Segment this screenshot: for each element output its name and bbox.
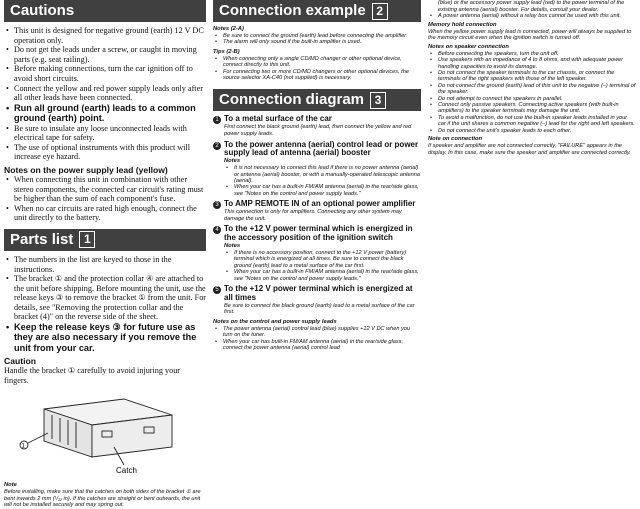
bracket-illustration xyxy=(4,385,204,477)
memory-hold-text: When the yellow power supply lead is connected, power will always be supplied to the memory circuit even when the ignition switch is turned off. xyxy=(428,28,632,42)
parts-bold-item: • Keep the release keys ③ for future use as they are also necessary if you remove the unit from your car. xyxy=(14,322,206,353)
speaker-note: • Do not connect the unit's speaker leads to each other. xyxy=(438,128,636,134)
connection-step xyxy=(213,225,421,243)
speaker-note: • To avoid a malfunction, do not use the built-in speaker leads installed in your car if the unit shares a common negative (–) lead for the right and left speakers. xyxy=(438,115,636,128)
power-lead-note: • When connecting this unit in combination with other stereo components, the connected car circuit's rating must be higher than the sum of each component's fuse. xyxy=(14,175,206,204)
connection-step xyxy=(213,285,421,303)
parts-list-title: Parts list xyxy=(10,230,74,248)
continued-item: • A power antenna (aerial) without a relay box cannot be used with this unit. xyxy=(438,13,636,19)
connection-steps xyxy=(213,115,421,315)
lead-note: • The power antenna (aerial) control lead (blue) supplies +12 V DC when you turn on the tuner. xyxy=(223,326,421,339)
caution-text: Handle the bracket ① carefully to avoid injuring your fingers. xyxy=(4,366,181,385)
step-number-badge: 3 xyxy=(213,201,221,209)
speaker-note: • Do not connect the speaker terminals to the car chassis, or connect the terminals of the right speakers with those of the left speaker. xyxy=(438,70,636,83)
connection-diagram-banner xyxy=(213,89,421,111)
figure-callout-1: 1 xyxy=(21,443,25,450)
speaker-note: • Before connecting the speakers, turn the unit off. xyxy=(438,51,636,57)
step-note: • It is not necessary to connect this lead if there is no power antenna (aerial) or antenna (aerial) booster, or with a manually-operated telescopic antenna (aerial). xyxy=(234,165,421,184)
connection-step xyxy=(213,200,421,209)
speaker-note: • Connect only passive speakers. Connecting active speakers (with built-in amplifiers) to the speaker terminals may damage the unit. xyxy=(438,102,636,115)
note-item: • Be sure to connect the ground (earth) lead before connecting the amplifier. xyxy=(223,33,421,39)
parts-list-banner xyxy=(4,229,206,251)
continued-text: (blue) or the accessory power supply lead (red) to the power terminal of the existing antenna (aerial) booster. For details, consult your dealer. xyxy=(438,0,625,13)
note-item: • The alarm will only sound if the built-in amplifier is used. xyxy=(223,39,421,45)
step-title: To the +12 V power terminal which is energized at all times xyxy=(224,284,413,302)
step-title: To AMP REMOTE IN of an optional power amplifier xyxy=(224,199,416,209)
connection-step xyxy=(213,141,421,159)
power-lead-note: • When no car circuits are rated high enough, connect the unit directly to the battery. xyxy=(14,204,206,223)
memory-hold-heading: Memory hold connection xyxy=(428,21,497,28)
power-lead-notes-heading: Notes on the power supply lead (yellow) xyxy=(4,164,168,175)
step-notes-heading: Notes xyxy=(224,158,241,165)
step-number-badge: 4 xyxy=(213,226,221,234)
speaker-notes-list xyxy=(428,51,636,134)
install-note-heading: Note xyxy=(4,482,17,489)
notes-2a-heading: Notes (2-A) xyxy=(213,26,244,32)
caution-item: • Before making connections, turn the car ignition off to avoid short circuits. xyxy=(14,64,206,83)
step-notes-list xyxy=(224,165,421,197)
connection-step xyxy=(213,115,421,124)
connection-diagram-title: Connection diagram xyxy=(219,91,365,109)
lead-note: • When your car has built-in FM/AM antenna (aerial) in the rear/side glass, connect the power antenna (aerial) control lead xyxy=(223,339,421,352)
continued-list xyxy=(428,13,636,19)
step-number-badge: 1 xyxy=(213,116,221,124)
parts-item: • The numbers in the list are keyed to those in the instructions. xyxy=(14,255,206,274)
column-left xyxy=(4,0,206,509)
speaker-note: • Do not attempt to connect the speakers in parallel. xyxy=(438,96,636,102)
caution-item: • Run all ground (earth) leads to a common ground (earth) point. xyxy=(14,103,206,124)
step-notes-list xyxy=(224,250,421,282)
step-body: This connection is only for amplifiers. Connecting any other system may damage the unit. xyxy=(224,209,402,222)
step-title: To a metal surface of the car xyxy=(224,114,332,124)
tip-item: • For connecting two or more CD/MD changers or other optional devices, the source selector XA-C40 (not supplied) is necessary. xyxy=(223,69,421,82)
caution-item: • Be sure to insulate any loose unconnected leads with electrical tape for safety. xyxy=(14,124,206,143)
connection-example-banner xyxy=(213,0,421,22)
step-number-badge: 2 xyxy=(213,142,221,150)
step-note: • When your car has a built-in FM/AM antenna (aerial) in the rear/side glass, see "Notes on the control and power supply leads." xyxy=(234,184,421,197)
section-number-badge: 2 xyxy=(372,3,388,20)
connection-note-heading: Note on connection xyxy=(428,136,483,143)
install-note-text: Before installing, make sure that the catches on both sides of the bracket ① are bent inwards 2 mm (¹/₁₂ in). If the catches are straight or bent outwards, the unit will not be installed securely and may spring out. xyxy=(4,489,201,509)
cautions-banner xyxy=(4,0,206,22)
tips-2b-list xyxy=(213,56,421,82)
step-note: • If there is no accessory position, connect to the +12 V power (battery) terminal which is energized at all times. Be sure to connect the black ground (earth) lead to a metal surface of the car first. xyxy=(234,250,421,269)
step-notes-heading: Notes xyxy=(224,243,241,250)
speaker-note: • Do not connect the ground (earth) lead of this unit to the negative (–) terminal of the speaker. xyxy=(438,83,636,96)
parts-item: • The bracket ① and the protection collar ④ are attached to the unit before shipping. Before mounting the unit, use the release keys ③ to remove the bracket ① from the unit. For details, see "Removing the protection collar and the bracket (4)" on the reverse side of the sheet. xyxy=(14,274,206,322)
leads-notes-list xyxy=(213,326,421,352)
caution-item: • The use of optional instruments with this product will increase eye hazard. xyxy=(14,143,206,162)
notes-2a-list xyxy=(213,33,421,46)
power-lead-notes xyxy=(4,175,206,223)
cautions-list xyxy=(4,26,206,162)
section-number-badge: 1 xyxy=(79,231,95,248)
step-title: To the +12 V power terminal which is energized in the accessory position of the ignition switch xyxy=(224,224,413,243)
caution-item: • This unit is designed for negative ground (earth) 12 V DC operation only. xyxy=(14,26,206,45)
speaker-notes-heading: Notes on speaker connection xyxy=(428,43,509,50)
step-body: Be sure to connect the black ground (earth) lead to a metal surface of the car first. xyxy=(224,302,415,316)
step-title: To the power antenna (aerial) control lead or power supply lead of antenna (aerial) booster xyxy=(224,139,419,158)
connection-note-text: If speaker and amplifier are not connected correctly, "FAILURE" appears in the display. In this case, make sure the speaker and amplifier are connected correctly. xyxy=(428,143,631,156)
column-right xyxy=(428,0,636,156)
tips-2b-heading: Tips (2-B) xyxy=(213,48,240,55)
caution-item: • Do not get the leads under a screw, or caught in moving parts (e.g. seat railing). xyxy=(14,45,206,64)
column-middle xyxy=(213,0,421,351)
section-number-badge: 3 xyxy=(370,92,386,109)
leads-notes-heading: Notes on the control and power supply leads xyxy=(213,318,337,325)
speaker-note: • Use speakers with an impedance of 4 to 8 ohms, and with adequate power handling capacities to avoid its damage. xyxy=(438,57,636,70)
step-number-badge: 5 xyxy=(213,286,221,294)
connection-example-title: Connection example xyxy=(219,2,366,19)
cautions-title: Cautions xyxy=(10,2,75,19)
step-note: • When your car has a built-in FM/AM antenna (aerial) in the rear/side glass, see "Notes on the control and power supply leads." xyxy=(234,269,421,282)
parts-list xyxy=(4,255,206,353)
caution-heading: Caution xyxy=(4,356,36,367)
figure-label-catch: Catch xyxy=(116,466,137,476)
step-body: First connect the black ground (earth) lead, then connect the yellow and red power supply leads. xyxy=(224,124,412,138)
tip-item: • When connecting only a single CD/MD changer or other optional device, connect directly to this unit. xyxy=(223,56,421,69)
caution-item: • Connect the yellow and red power supply leads only after all other leads have been connected. xyxy=(14,84,206,103)
